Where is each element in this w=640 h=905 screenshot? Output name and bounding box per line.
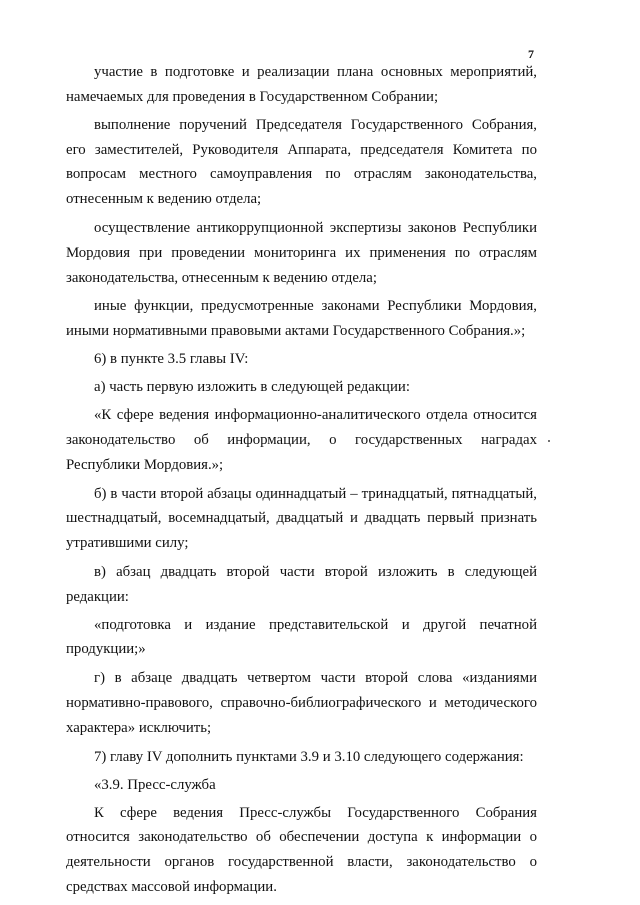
paragraph-3: осуществление антикоррупционной экспертизы законов Республики Мордовия при проведении мониторинга их применения по отраслям законодательства, отнесенным к ведению отдела; <box>66 219 537 286</box>
paragraph-12: 7) главу IV дополнить пунктами 3.9 и 3.10 следующего содержания: <box>94 748 524 765</box>
scan-speck <box>548 440 550 442</box>
paragraph-6: а) часть первую изложить в следующей редакции: <box>94 379 410 396</box>
paragraph-1: участие в подготовке и реализации плана основных мероприятий, намечаемых для проведения в Государственном Собрании; <box>66 64 537 105</box>
paragraph-4: иные функции, предусмотренные законами Республики Мордовия, иными нормативными правовыми актами Государственного Собрания.»; <box>66 298 537 340</box>
paragraph-14: К сфере ведения Пресс-службы Государственного Собрания относится законодательство об обеспечении доступа к информации о деятельности органов государственной власти, законодательство о средствах массовой информации. <box>66 804 537 896</box>
paragraph-5: 6) в пункте 3.5 главы IV: <box>94 351 249 368</box>
paragraph-9: в) абзац двадцать второй части второй изложить в следующей редакции: <box>66 563 537 605</box>
document-body <box>66 60 537 900</box>
paragraph-11: г) в абзаце двадцать четвертом части второй слова «изданиями нормативно-правового, справочно-библиографического и методического характера» исключить; <box>66 670 537 736</box>
paragraph-10: «подготовка и издание представительской и другой печатной продукции;» <box>66 616 537 658</box>
paragraph-7: «К сфере ведения информационно-аналитического отдела относится законодательство об информации, о государственных наградах Республики Мордовия.»; <box>66 407 537 473</box>
paragraph-13: «3.9. Пресс-служба <box>94 776 216 793</box>
page-number: 7 <box>528 47 534 61</box>
paragraph-2: выполнение поручений Председателя Государственного Собрания, его заместителей, Руководителя Аппарата, председателя Комитета по вопросам местного самоуправления по отраслям законодательства, отнесенным к ведению отдела; <box>66 116 537 208</box>
paragraph-8: б) в части второй абзацы одиннадцатый – тринадцатый, пятнадцатый, шестнадцатый, восемнадцатый, двадцатый и двадцать первый признать утратившими силу; <box>66 485 537 552</box>
